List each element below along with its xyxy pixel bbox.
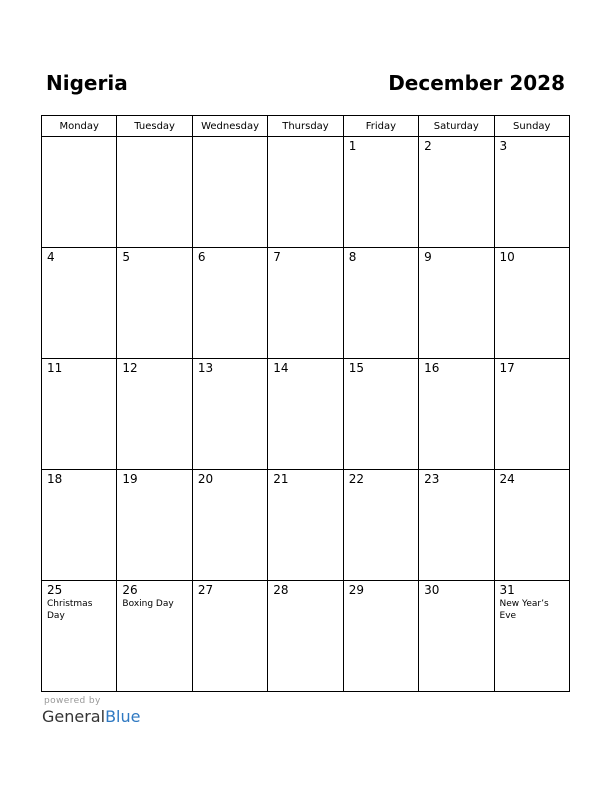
day-cell: [419, 248, 494, 359]
day-cell: [343, 137, 418, 248]
day-number: [193, 137, 267, 139]
day-cell: [268, 137, 343, 248]
day-cell: [42, 359, 117, 470]
day-number: 31: [499, 583, 515, 597]
day-number: 4: [47, 250, 55, 264]
day-number: 20: [197, 472, 214, 486]
day-number: 2: [424, 139, 432, 153]
calendar-grid: [41, 115, 570, 692]
holiday-label: New Year’s Eve: [499, 599, 549, 621]
day-number: 25: [47, 583, 63, 597]
day-number: 10: [499, 250, 515, 264]
holiday-label: Boxing Day: [122, 599, 174, 609]
day-number: 11: [47, 361, 63, 375]
day-number: 26: [122, 583, 138, 597]
day-cell: [42, 470, 117, 581]
brand-general-text: General: [42, 707, 106, 726]
day-number: 5: [122, 250, 131, 264]
weekday-header-row: [42, 116, 570, 137]
day-number: 27: [197, 583, 214, 597]
brand-blue-text: Blue: [105, 707, 141, 726]
month-year-title: December 2028: [388, 71, 565, 95]
day-number: 22: [348, 472, 364, 486]
day-cell: [117, 470, 192, 581]
weekday-thursday: Thursday: [268, 116, 343, 137]
weekday-tuesday: Tuesday: [117, 116, 192, 137]
week-row-5: [42, 581, 570, 692]
day-cell: [117, 248, 192, 359]
day-number: 3: [499, 139, 508, 153]
day-number: 29: [348, 583, 364, 597]
weekday-monday: Monday: [42, 116, 117, 137]
country-title: Nigeria: [46, 71, 128, 95]
day-number: 14: [273, 361, 289, 375]
day-cell: [419, 470, 494, 581]
day-cell: [42, 137, 117, 248]
day-cell: [494, 470, 569, 581]
day-number: 8: [348, 250, 357, 264]
holiday-label: Christmas Day: [47, 599, 93, 621]
day-cell: [419, 581, 494, 692]
day-cell: [117, 581, 192, 692]
day-number: 9: [424, 250, 432, 264]
weekday-friday: Friday: [343, 116, 418, 137]
day-number: 6: [197, 250, 206, 264]
weekday-wednesday: Wednesday: [192, 116, 267, 137]
day-cell: [117, 137, 192, 248]
weekday-saturday: Saturday: [419, 116, 494, 137]
day-cell: [192, 581, 267, 692]
weekday-sunday: Sunday: [494, 116, 569, 137]
footer-branding: [42, 696, 140, 727]
week-row-1: [42, 137, 570, 248]
week-row-2: [42, 248, 570, 359]
day-cell: [494, 248, 569, 359]
day-cell: [268, 248, 343, 359]
day-number: 19: [122, 472, 138, 486]
day-cell: [117, 359, 192, 470]
day-cell: [192, 359, 267, 470]
day-number: 16: [424, 361, 440, 375]
day-number: 1: [348, 139, 357, 153]
day-number: 30: [424, 583, 440, 597]
day-number: 24: [499, 472, 515, 486]
day-cell: [192, 137, 267, 248]
day-cell: [343, 359, 418, 470]
day-number: [117, 137, 191, 139]
day-cell: [419, 359, 494, 470]
day-cell: [42, 581, 117, 692]
day-number: 15: [348, 361, 364, 375]
week-row-3: [42, 359, 570, 470]
day-number: 17: [499, 361, 515, 375]
day-number: 23: [424, 472, 440, 486]
day-cell: [494, 359, 569, 470]
day-cell: [494, 137, 569, 248]
day-cell: [42, 248, 117, 359]
day-cell: [268, 470, 343, 581]
powered-by-text: powered by: [44, 696, 101, 706]
day-cell: [192, 248, 267, 359]
day-number: 28: [273, 583, 289, 597]
day-cell: [494, 581, 569, 692]
day-number: 13: [197, 361, 214, 375]
day-number: [42, 137, 116, 139]
day-cell: [268, 359, 343, 470]
day-number: 12: [122, 361, 138, 375]
week-row-4: [42, 470, 570, 581]
day-cell: [343, 581, 418, 692]
day-cell: [192, 470, 267, 581]
day-number: 21: [273, 472, 289, 486]
day-number: [268, 137, 342, 139]
day-number: 7: [273, 250, 281, 264]
day-number: 18: [47, 472, 63, 486]
day-cell: [343, 248, 418, 359]
generalblue-logo: [42, 707, 140, 727]
day-cell: [268, 581, 343, 692]
day-cell: [419, 137, 494, 248]
day-cell: [343, 470, 418, 581]
